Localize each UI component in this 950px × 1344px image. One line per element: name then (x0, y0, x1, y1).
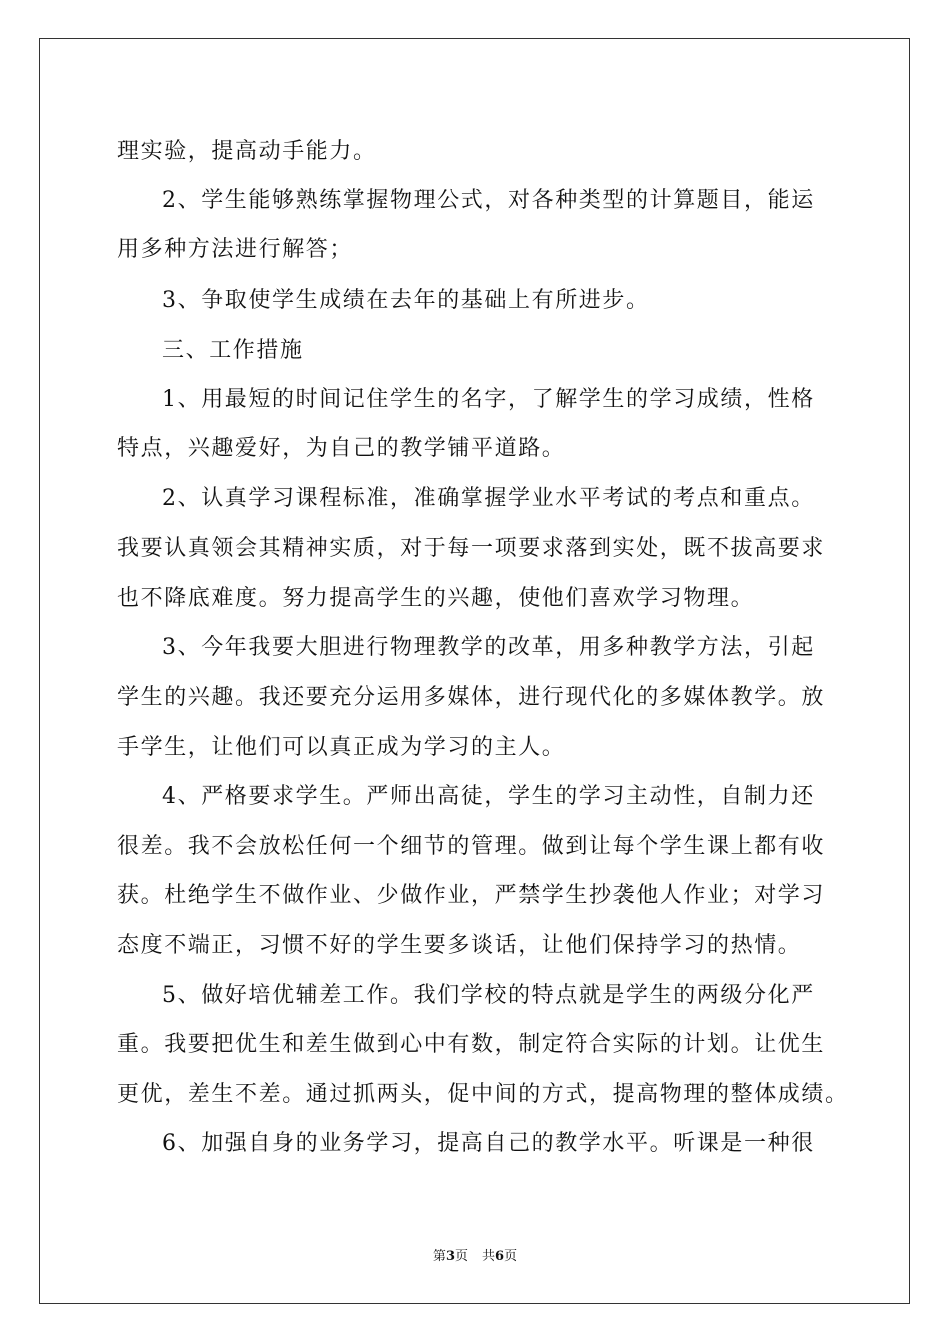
text-line: 特点，兴趣爱好，为自己的教学铺平道路。 (117, 436, 566, 461)
text-line: 我要认真领会其精神实质，对于每一项要求落到实处，既不拔高要求 (117, 536, 826, 561)
text-line: 手学生，让他们可以真正成为学习的主人。 (117, 735, 566, 760)
text-line: 很差。我不会放松任何一个细节的管理。做到让每个学生课上都有收 (117, 834, 826, 859)
text-line: 理实验，提高动手能力。 (117, 139, 377, 164)
text-line: 2、学生能够熟练掌握物理公式，对各种类型的计算题目，能运 (162, 188, 815, 213)
text-line: 更优，差生不差。通过抓两头，促中间的方式，提高物理的整体成绩。 (117, 1082, 849, 1107)
section-heading: 三、工作措施 (162, 338, 304, 363)
total-page-count: 6 (495, 1249, 505, 1264)
page-footer (0, 1249, 950, 1265)
text-line: 6、加强自身的业务学习，提高自己的教学水平。听课是一种很 (162, 1131, 815, 1156)
text-line: 1、用最短的时间记住学生的名字，了解学生的学习成绩，性格 (162, 387, 815, 412)
text-line: 重。我要把优生和差生做到心中有数，制定符合实际的计划。让优生 (117, 1032, 826, 1057)
page-suffix: 页 (454, 1249, 468, 1264)
text-line: 2、认真学习课程标准，准确掌握学业水平考试的考点和重点。 (162, 486, 815, 511)
text-line: 获。杜绝学生不做作业、少做作业，严禁学生抄袭他人作业；对学习 (117, 883, 826, 908)
page-border (39, 38, 910, 1304)
text-line: 态度不端正，习惯不好的学生要多谈话，让他们保持学习的热情。 (117, 933, 802, 958)
page-prefix: 第 (432, 1249, 446, 1264)
text-line: 4、严格要求学生。严师出高徒，学生的学习主动性，自制力还 (162, 784, 815, 809)
current-page-number: 3 (445, 1249, 455, 1264)
text-line: 5、做好培优辅差工作。我们学校的特点就是学生的两级分化严 (162, 983, 815, 1008)
text-line: 用多种方法进行解答； (117, 237, 354, 262)
text-line: 也不降底难度。努力提高学生的兴趣，使他们喜欢学习物理。 (117, 586, 755, 611)
text-line: 学生的兴趣。我还要充分运用多媒体，进行现代化的多媒体教学。放 (117, 685, 826, 710)
total-suffix: 页 (504, 1249, 518, 1264)
text-line: 3、争取使学生成绩在去年的基础上有所进步。 (162, 288, 650, 313)
total-prefix: 共 (482, 1249, 496, 1264)
text-line: 3、今年我要大胆进行物理教学的改革，用多种教学方法，引起 (162, 635, 815, 660)
